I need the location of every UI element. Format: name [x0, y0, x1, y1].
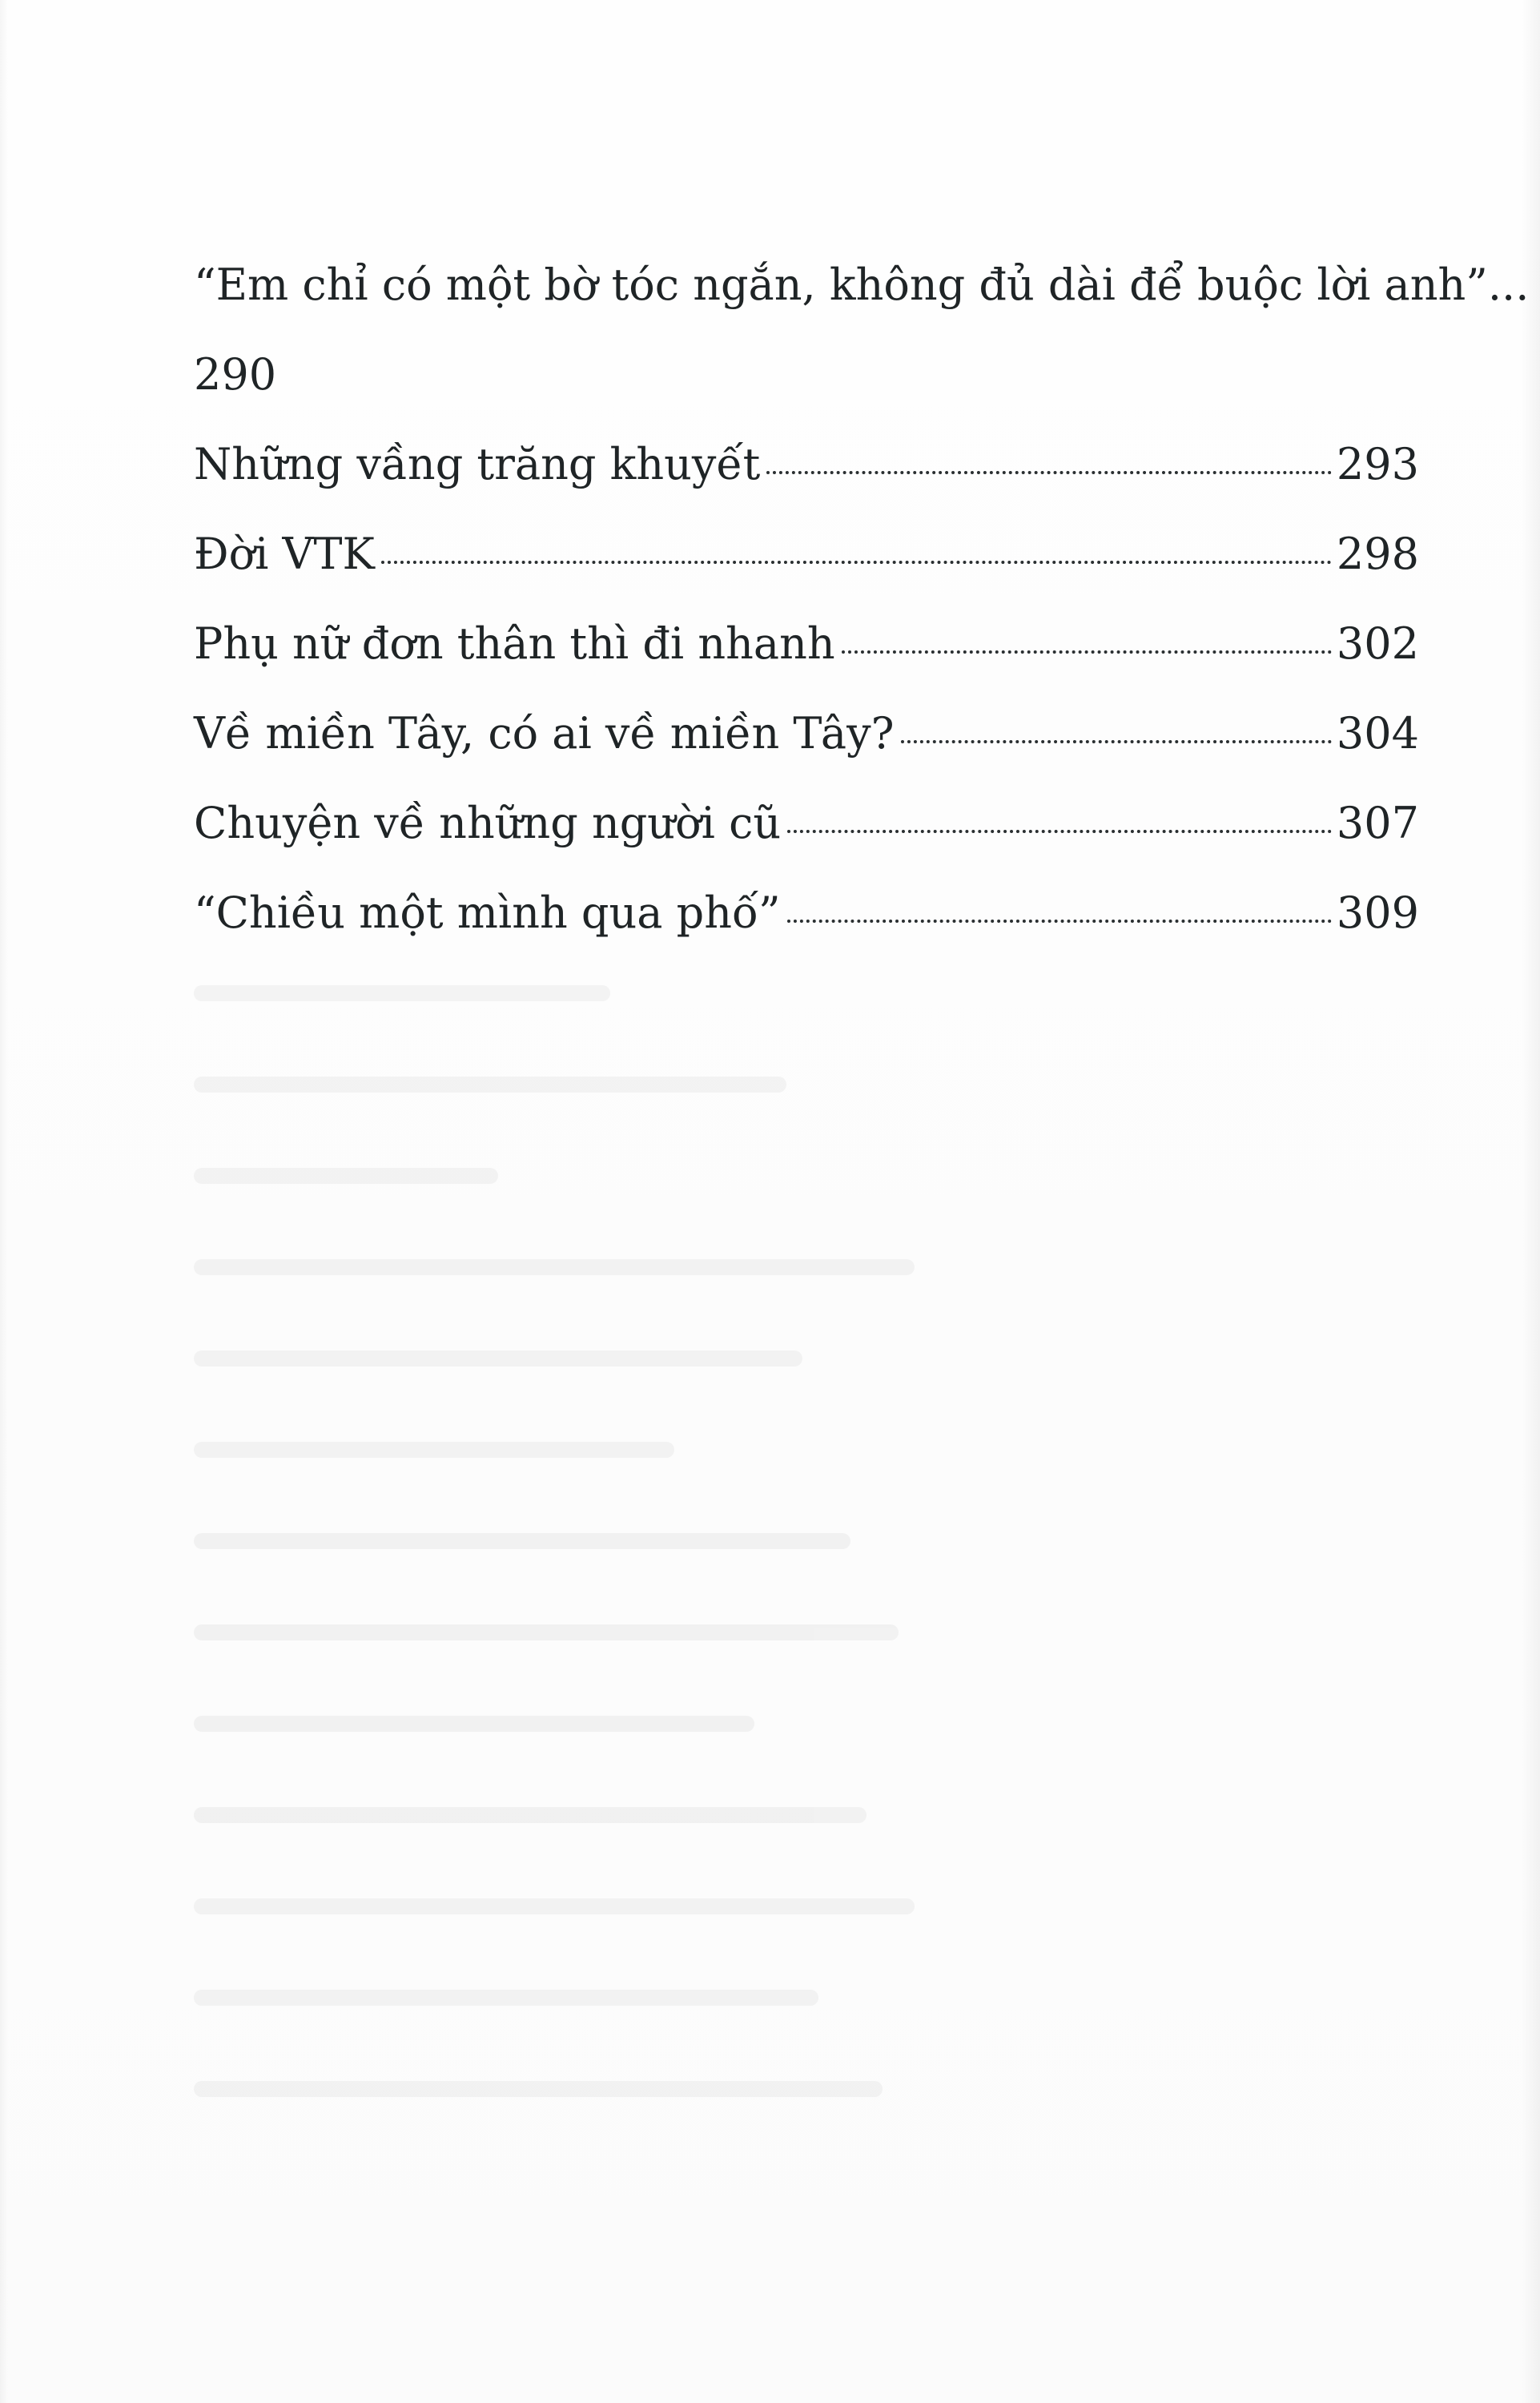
toc-entry[interactable] [194, 599, 1419, 689]
toc-entry-title: “Chiều một mình qua phố” [194, 888, 781, 938]
toc-entry[interactable] [194, 868, 1419, 958]
dot-leader [901, 740, 1332, 743]
toc-entry[interactable] [194, 509, 1419, 599]
toc-entry-title: “Em chỉ có một bờ tóc ngắn, không đủ dài để buộc lời anh”... [194, 260, 1530, 310]
toc-entry-title: Về miền Tây, có ai về miền Tây? [194, 708, 895, 759]
toc-entry-page: 298 [1336, 529, 1419, 579]
toc-entry-title: Chuyện về những người cũ [194, 798, 782, 848]
toc-entry[interactable] [194, 240, 1530, 420]
toc-entry-page: 302 [1336, 618, 1419, 669]
dot-leader [381, 561, 1332, 564]
toc-entry-page: 309 [1336, 888, 1419, 938]
toc-entry-page: 304 [1336, 708, 1419, 759]
toc-entry-title: Đời VTK [194, 529, 375, 579]
dot-leader [787, 920, 1332, 923]
dot-leader [842, 650, 1332, 654]
dot-leader [766, 471, 1332, 474]
toc-entry-title: Những vầng trăng khuyết [194, 439, 761, 489]
toc-entry[interactable] [194, 689, 1419, 779]
toc-entry[interactable] [194, 779, 1419, 868]
toc-entry-title: Phụ nữ đơn thân thì đi nhanh [194, 618, 835, 669]
show-through-text [194, 945, 1539, 2355]
toc-entry[interactable] [194, 420, 1419, 509]
toc-entry-page: 293 [1336, 439, 1419, 489]
table-of-contents [194, 240, 1530, 958]
toc-entry-page: 307 [1336, 798, 1419, 848]
dot-leader [787, 830, 1332, 833]
toc-entry-page: 290 [194, 349, 277, 400]
